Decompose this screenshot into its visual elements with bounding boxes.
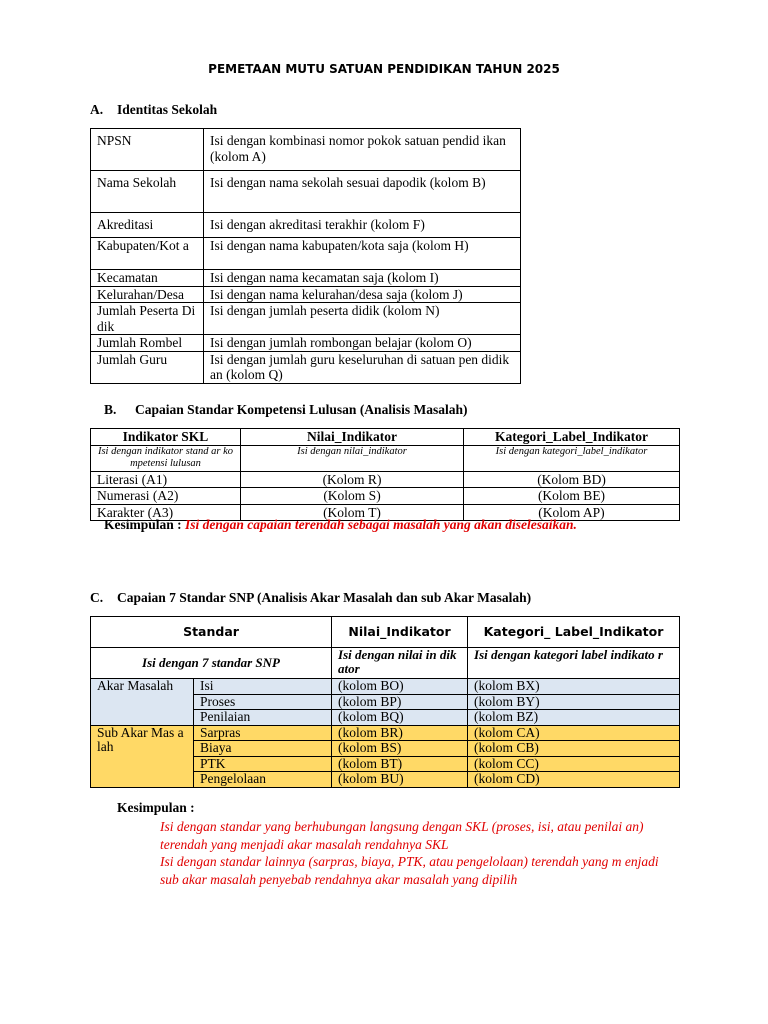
section-c-title: Capaian 7 Standar SNP (Analisis Akar Masalah dan sub Akar Masalah) (117, 590, 532, 605)
nilai-cell: (Kolom T) (241, 504, 464, 521)
hint-kategori: Isi dengan kategori label indikato r (468, 648, 680, 679)
kategori-cell: (Kolom AP) (464, 504, 680, 521)
table-row (91, 270, 521, 287)
table-header-row (91, 429, 680, 446)
hint-kategori: Isi dengan kategori_label_indikator (464, 445, 680, 471)
hint-standar: Isi dengan 7 standar SNP (91, 648, 332, 679)
standar-cell: PTK (194, 756, 332, 772)
kategori-cell: (Kolom BD) (464, 471, 680, 488)
npsn-label: NPSN (91, 129, 204, 171)
header-standar: Standar (91, 617, 332, 648)
rombel-label: Jumlah Rombel (91, 335, 204, 352)
rombel-value: Isi dengan jumlah rombongan belajar (kolom O) (204, 335, 521, 352)
nilai-cell: (Kolom R) (241, 471, 464, 488)
jumlah-guru-label: Jumlah Guru (91, 351, 204, 383)
kategori-cell: (kolom CA) (468, 725, 680, 741)
header-indikator-skl: Indikator SKL (91, 429, 241, 446)
standar-cell: Isi (194, 679, 332, 695)
header-nilai-indikator: Nilai_Indikator (332, 617, 468, 648)
kecamatan-value: Isi dengan nama kecamatan saja (kolom I) (204, 270, 521, 287)
indikator-cell: Numerasi (A2) (91, 488, 241, 505)
hint-indikator: Isi dengan indikator stand ar kompetensi lulusan (91, 445, 241, 471)
nama-sekolah-value: Isi dengan nama sekolah sesuai dapodik (kolom B) (204, 171, 521, 213)
indikator-cell: Karakter (A3) (91, 504, 241, 521)
table-header-row (91, 617, 680, 648)
akreditasi-value: Isi dengan akreditasi terakhir (kolom F) (204, 213, 521, 238)
nilai-cell: (kolom BT) (332, 756, 468, 772)
nilai-cell: (kolom BO) (332, 679, 468, 695)
kesimpulan-c-label: Kesimpulan : (117, 800, 195, 815)
kesimpulan-b (104, 517, 577, 533)
table-hint-row (91, 648, 680, 679)
identitas-table (90, 128, 521, 384)
kategori-cell: (kolom CC) (468, 756, 680, 772)
table-row (91, 129, 521, 171)
hint-nilai: Isi dengan nilai in dikator (332, 648, 468, 679)
header-nilai-indikator: Nilai_Indikator (241, 429, 464, 446)
section-b-heading (104, 402, 467, 418)
bullet-text: Isi dengan standar lainnya (sarpras, biaya, PTK, atau pengelolaan) terendah yang m enjadi sub akar masalah penyebab rendahnya akar masalah yang dipilih (160, 854, 659, 887)
section-b-number: B. (104, 402, 117, 417)
nilai-cell: (kolom BP) (332, 694, 468, 710)
section-c-heading (90, 590, 531, 606)
header-kategori-label: Kategori_ Label_Indikator (468, 617, 680, 648)
standar-cell: Sarpras (194, 725, 332, 741)
section-b-title: Capaian Standar Kompetensi Lulusan (Analisis Masalah) (135, 402, 468, 417)
standar-cell: Penilaian (194, 710, 332, 726)
kecamatan-label: Kecamatan (91, 270, 204, 287)
kesimpulan-b-text: Isi dengan capaian terendah sebagai masalah yang akan diselesaikan. (185, 517, 577, 532)
bullet-icon (117, 853, 129, 869)
hint-nilai: Isi dengan nilai_indikator (241, 445, 464, 471)
nama-sekolah-label: Nama Sekolah (91, 171, 204, 213)
npsn-value: Isi dengan kombinasi nomor pokok satuan pendid ikan (kolom A) (204, 129, 521, 171)
table-row (91, 286, 521, 303)
bullet-text: Isi dengan standar yang berhubungan langsung dengan SKL (proses, isi, atau penilai an) terendah yang menjadi akar masalah rendahnya SKL (160, 819, 644, 852)
section-a-number: A. (90, 102, 104, 117)
nilai-cell: (kolom BR) (332, 725, 468, 741)
section-c-number: C. (90, 590, 104, 605)
kategori-cell: (kolom CB) (468, 741, 680, 757)
table-row (91, 725, 680, 741)
standar-cell: Proses (194, 694, 332, 710)
bullet-icon (117, 818, 129, 834)
table-row (91, 335, 521, 352)
nilai-cell: (kolom BQ) (332, 710, 468, 726)
table-row (91, 488, 680, 505)
kabupaten-label: Kabupaten/Kot a (91, 238, 204, 270)
kategori-cell: (Kolom BE) (464, 488, 680, 505)
nilai-cell: (kolom BU) (332, 772, 468, 788)
peserta-didik-value: Isi dengan jumlah peserta didik (kolom N) (204, 303, 521, 335)
sub-akar-masalah-label: Sub Akar Mas alah (91, 725, 194, 787)
kategori-cell: (kolom BY) (468, 694, 680, 710)
peserta-didik-label: Jumlah Peserta Didik (91, 303, 204, 335)
nilai-cell: (Kolom S) (241, 488, 464, 505)
table-row (91, 679, 680, 695)
table-row (91, 303, 521, 335)
standar-cell: Biaya (194, 741, 332, 757)
table-row (91, 171, 521, 213)
kelurahan-label: Kelurahan/Desa (91, 286, 204, 303)
table-row (91, 471, 680, 488)
document-title: PEMETAAN MUTU SATUAN PENDIDIKAN TAHUN 2025 (208, 62, 560, 76)
indikator-cell: Literasi (A1) (91, 471, 241, 488)
standar-cell: Pengelolaan (194, 772, 332, 788)
kategori-cell: (kolom BX) (468, 679, 680, 695)
kategori-cell: (kolom CD) (468, 772, 680, 788)
table-hint-row (91, 445, 680, 471)
kelurahan-value: Isi dengan nama kelurahan/desa saja (kolom J) (204, 286, 521, 303)
kategori-cell: (kolom BZ) (468, 710, 680, 726)
section-a-title: Identitas Sekolah (117, 102, 218, 117)
akar-masalah-label: Akar Masalah (91, 679, 194, 726)
nilai-cell: (kolom BS) (332, 741, 468, 757)
table-row (91, 238, 521, 270)
kesimpulan-b-label: Kesimpulan : (104, 517, 182, 532)
jumlah-guru-value: Isi dengan jumlah guru keseluruhan di satuan pen didikan (kolom Q) (204, 351, 521, 383)
skl-table (90, 428, 680, 521)
header-kategori-label: Kategori_Label_Indikator (464, 429, 680, 446)
akreditasi-label: Akreditasi (91, 213, 204, 238)
table-row (91, 351, 521, 383)
kabupaten-value: Isi dengan nama kabupaten/kota saja (kolom H) (204, 238, 521, 270)
snp-table (90, 616, 680, 788)
section-a-heading (90, 102, 217, 118)
table-row (91, 213, 521, 238)
